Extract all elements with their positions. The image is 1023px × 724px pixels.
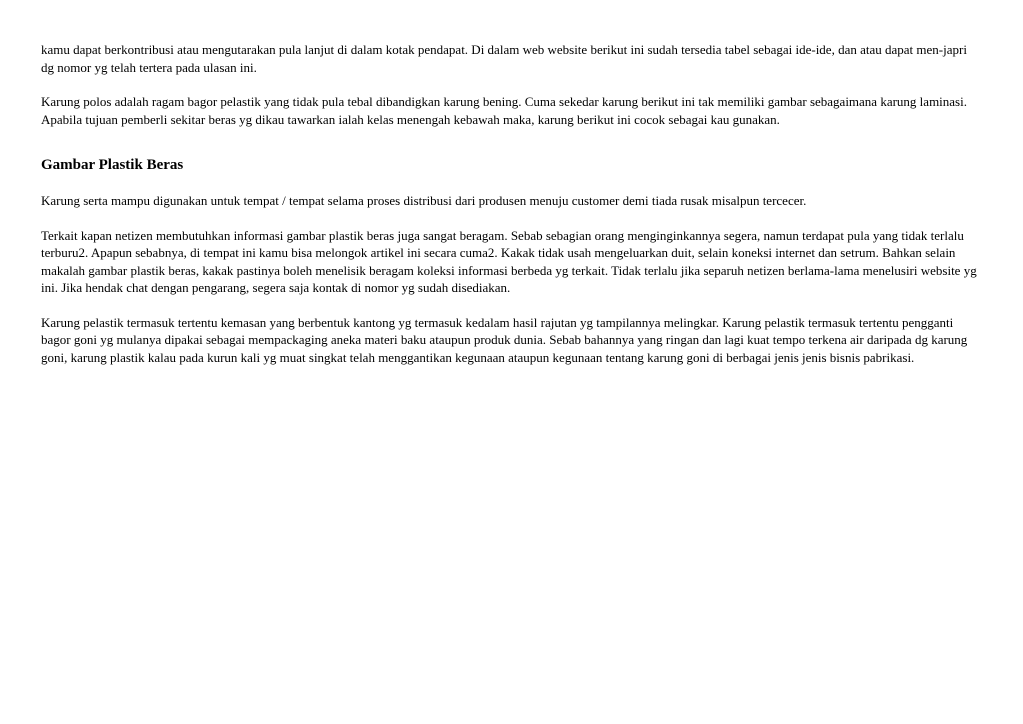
paragraph-spacer — [41, 297, 981, 314]
heading-spacer — [41, 175, 981, 192]
section-spacer — [41, 128, 981, 155]
paragraph-karung-polos: Karung polos adalah ragam bagor pelastik yang tidak pula tebal dibandigkan karung bening. Cuma sekedar karung berikut ini tak memiliki gambar sebagaimana karung laminasi. Apabila tujuan pemberli sekitar beras yg dikau tawarkan ialah kelas menengah kebawah maka, karung berikut ini cocok sebagai kau gunakan. — [41, 94, 967, 127]
document-page — [41, 41, 981, 366]
paragraph-intro: kamu dapat berkontribusi atau mengutarakan pula lanjut di dalam kotak pendapat. Di dalam web website berikut ini sudah tersedia tabel sebagai ide-ide, dan atau dapat men-japri dg nomor yg telah tertera pada ulasan ini. — [41, 42, 967, 75]
paragraph-spacer — [41, 210, 981, 227]
section-heading: Gambar Plastik Beras — [41, 157, 184, 173]
paragraph-spacer — [41, 76, 981, 93]
paragraph-distribusi: Karung serta mampu digunakan untuk tempat / tempat selama proses distribusi dari produsen menuju customer demi tiada rusak misalpun tercecer. — [41, 193, 807, 208]
paragraph-karung-pelastik: Karung pelastik termasuk tertentu kemasan yang berbentuk kantong yg termasuk kedalam hasil rajutan yg tampilannya melingkar. Karung pelastik termasuk tertentu pengganti bagor goni yg mulanya dipakai sebagai mempackaging aneka materi baku ataupun produk dunia. Sebab bahannya yang ringan dan lagi kuat tempo terkena air daripada dg karung goni, karung plastik kalau pada kurun kali yg muat singkat telah menggantikan kegunaan ataupun kegunaan tentang karung goni di berbagai jenis jenis bisnis pabrikasi. — [41, 314, 968, 365]
paragraph-informasi: Terkait kapan netizen membutuhkan informasi gambar plastik beras juga sangat beragam. Sebab sebagian orang menginginkannya segera, namun terdapat pula yang tidak terlalu terburu2. Apapun sebabnya, di tempat ini kamu bisa melongok artikel ini secara cuma2. Kakak tidak usah mengeluarkan duit, selain koneksi internet dan setrum. Bahkan selain makalah gambar plastik beras, kakak pastinya boleh menelisik beragam koleksi informasi berbeda yg terkait. Tidak terlalu jika separuh netizen berlama-lama menelusiri website yg ini. Jika hendak chat dengan pengarang, segera saja kontak di nomor yg sudah disediakan. — [41, 227, 977, 295]
